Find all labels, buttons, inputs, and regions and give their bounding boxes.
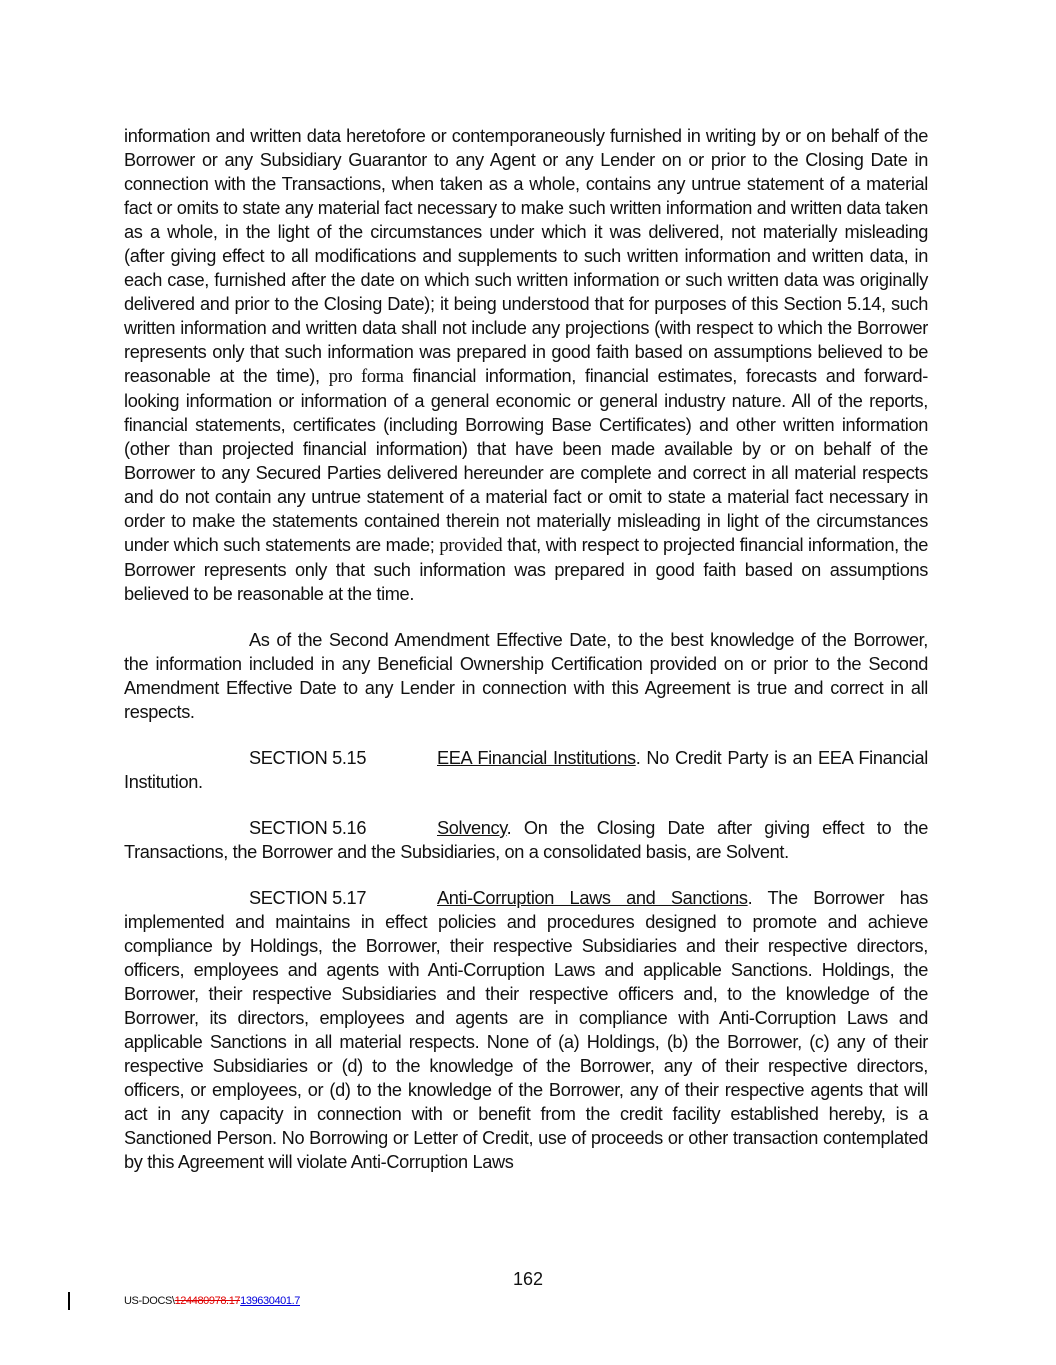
section-5-16 — [124, 816, 928, 864]
paragraph-text: that, with respect to projected financial information, the Borrower represents only that such information was prepared in good faith based on assumptions believed to be reasonable at the time. — [124, 535, 929, 604]
document-id-prefix: US-DOCS\ — [124, 1295, 175, 1307]
section-number: SECTION 5.17 — [249, 888, 367, 908]
section-5-15 — [124, 746, 928, 794]
page-number: 162 — [512, 1269, 544, 1289]
document-body — [124, 124, 928, 1196]
paragraph-text: financial information, financial estimates, forecasts and forward-looking information or information of a general economic or general industry nature. All of the reports, financial statements, certificates (including Borrowing Base Certificates) and other written information (other than projected financial information) that have been made available by or on behalf of the Borrower to any Secured Parties delivered hereunder are complete and correct in all material respects and do not contain any untrue statement of a material fact or omit to state a material fact necessary in order to make the statements contained therein not materially misleading in light of the circumstances under which such statements are made; — [124, 366, 928, 555]
document-id-deleted: 124480978.17 — [174, 1295, 241, 1307]
paragraph-beneficial-ownership: As of the Second Amendment Effective Date, to the best knowledge of the Borrower, the information included in any Beneficial Ownership Certification provided on or prior to the Second Amendment Effective Date to any Lender in connection with this Agreement is true and correct in all respects. — [124, 630, 928, 722]
section-title: EEA Financial Institutions — [437, 748, 636, 768]
section-body: . On the Closing Date after giving effect to the Transactions, the Borrower and the Subsidiaries, on a consolidated basis, are Solvent. — [124, 818, 928, 862]
paragraph-continued-section-5-14 — [124, 124, 928, 606]
revision-change-bar — [68, 1292, 70, 1310]
section-5-17 — [124, 886, 928, 1174]
provided-term: provided — [439, 536, 503, 556]
paragraph-text: information and written data heretofore or contemporaneously furnished in writing by or on behalf of the Borrower or any Subsidiary Guarantor to any Agent or any Lender on or prior to the Closing Date in connection with the Transactions, when taken as a whole, contains any untrue statement of a material fact or omits to state any material fact necessary to make such written information and written data taken as a whole, in the light of the circumstances under which it was delivered, not materially misleading (after giving effect to all modifications and supplements to such written information and written data, in each case, furnished after the date on which such written information or such written data was originally delivered and prior to the Closing Date); it being understood that for purposes of this Section 5.14, such written information and written data shall not include any projections (with respect to which the Borrower represents only that such information was prepared in good faith based on assumptions believed to be reasonable at the time), — [124, 126, 928, 386]
section-body: . No Credit Party is an EEA Financial Institution. — [124, 748, 928, 792]
document-id — [124, 1295, 300, 1307]
section-title: Anti-Corruption Laws and Sanctions — [437, 888, 748, 908]
section-number: SECTION 5.15 — [249, 748, 367, 768]
document-id-inserted: 139630401.7 — [240, 1295, 300, 1307]
section-number: SECTION 5.16 — [249, 818, 367, 838]
pro-forma-term: pro forma — [328, 367, 404, 387]
section-body: . The Borrower has implemented and maintains in effect policies and procedures designed to promote and achieve compliance by Holdings, the Borrower, their respective Subsidiaries and their respective directors, officers, employees and agents with Anti-Corruption Laws and applicable Sanctions. Holdings, the Borrower, their respective Subsidiaries and their respective officers and, to the knowledge of the Borrower, its directors, employees and agents are in compliance with Anti-Corruption Laws and applicable Sanctions in all material respects. None of (a) Holdings, (b) the Borrower, (c) any of their respective Subsidiaries or (d) to the knowledge of the Borrower, any of their respective directors, officers, or employees, or (d) to the knowledge of the Borrower, any of their respective agents that will act in any capacity in connection with or benefit from the credit facility established hereby, is a Sanctioned Person. No Borrowing or Letter of Credit, use of proceeds or other transaction contemplated by this Agreement will violate Anti-Corruption Laws — [124, 888, 928, 1172]
section-title: Solvency — [437, 818, 507, 838]
